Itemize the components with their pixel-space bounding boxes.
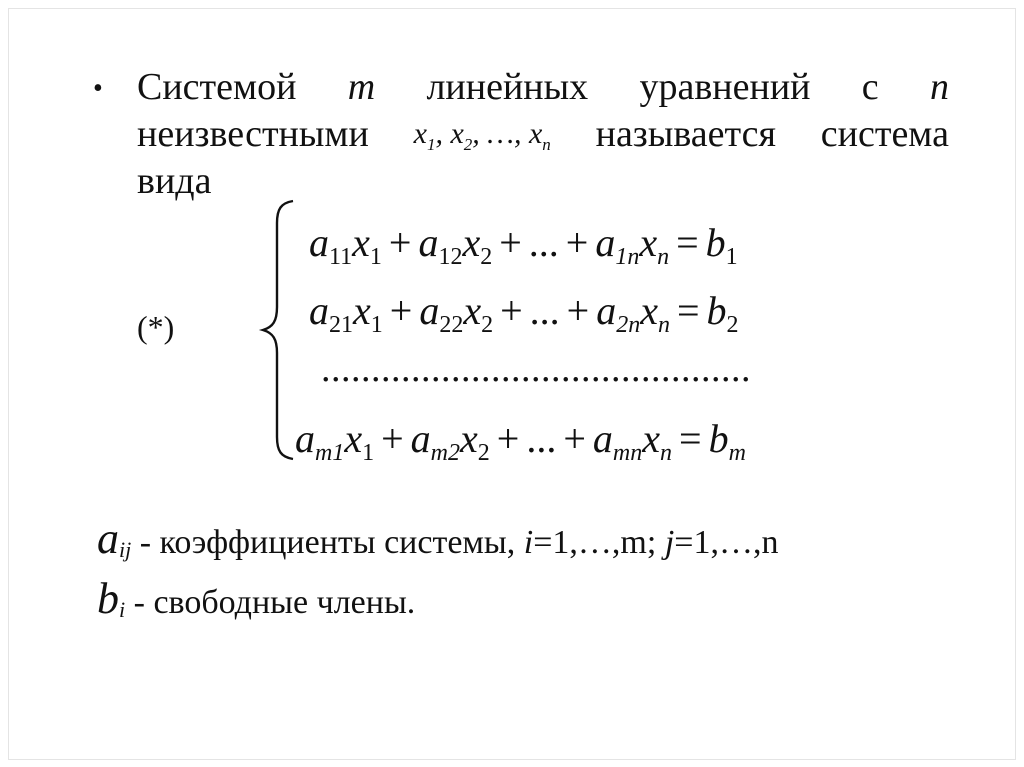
equation-ellipsis-row: ........................................... — [321, 348, 751, 390]
word: Системой — [137, 66, 297, 108]
intro-line-1 — [137, 67, 949, 107]
equation-row-1: $a_{11}x_1 + a_{12}x_2$ + ... + $a_{1n}x_n = b_1$ — [309, 220, 738, 270]
free-symbol: $b_i$ — [97, 574, 126, 623]
left-brace-icon — [257, 195, 297, 465]
word: линейных — [426, 66, 589, 108]
equation-row-2: $a_{21}x_1 + a_{22}x_2$ + ... + $a_{2n}x_n = b_2$ — [309, 288, 739, 338]
slide — [8, 8, 1016, 760]
coef-symbol: $a_{ij}$ — [97, 514, 132, 563]
word: система — [820, 113, 949, 155]
bullet-dot: • — [93, 73, 103, 104]
unknowns-list: $x_1$, $x_2$, …, $x_n$ — [413, 117, 551, 154]
var-n: n — [929, 66, 949, 108]
equation-row-m: $a_{m1}x_1 + a_{m2}x_2$ + ... + $a_{mn}x_n = b_m$ — [295, 416, 746, 466]
word: уравнений — [639, 66, 811, 108]
intro-line-2 — [137, 114, 949, 165]
intro-line-3: вида — [137, 160, 212, 202]
var-m: m — [347, 66, 376, 108]
coefficients-definition: $a_{ij}$ - коэффициенты системы, i=1,…,m; j=1,…,n — [97, 514, 779, 563]
free-terms-definition: $b_i$ - свободные члены. — [97, 574, 416, 623]
word: называется — [595, 113, 776, 155]
system-label: (*) — [137, 309, 175, 345]
word: с — [861, 66, 879, 108]
word: неизвестными — [137, 113, 369, 155]
